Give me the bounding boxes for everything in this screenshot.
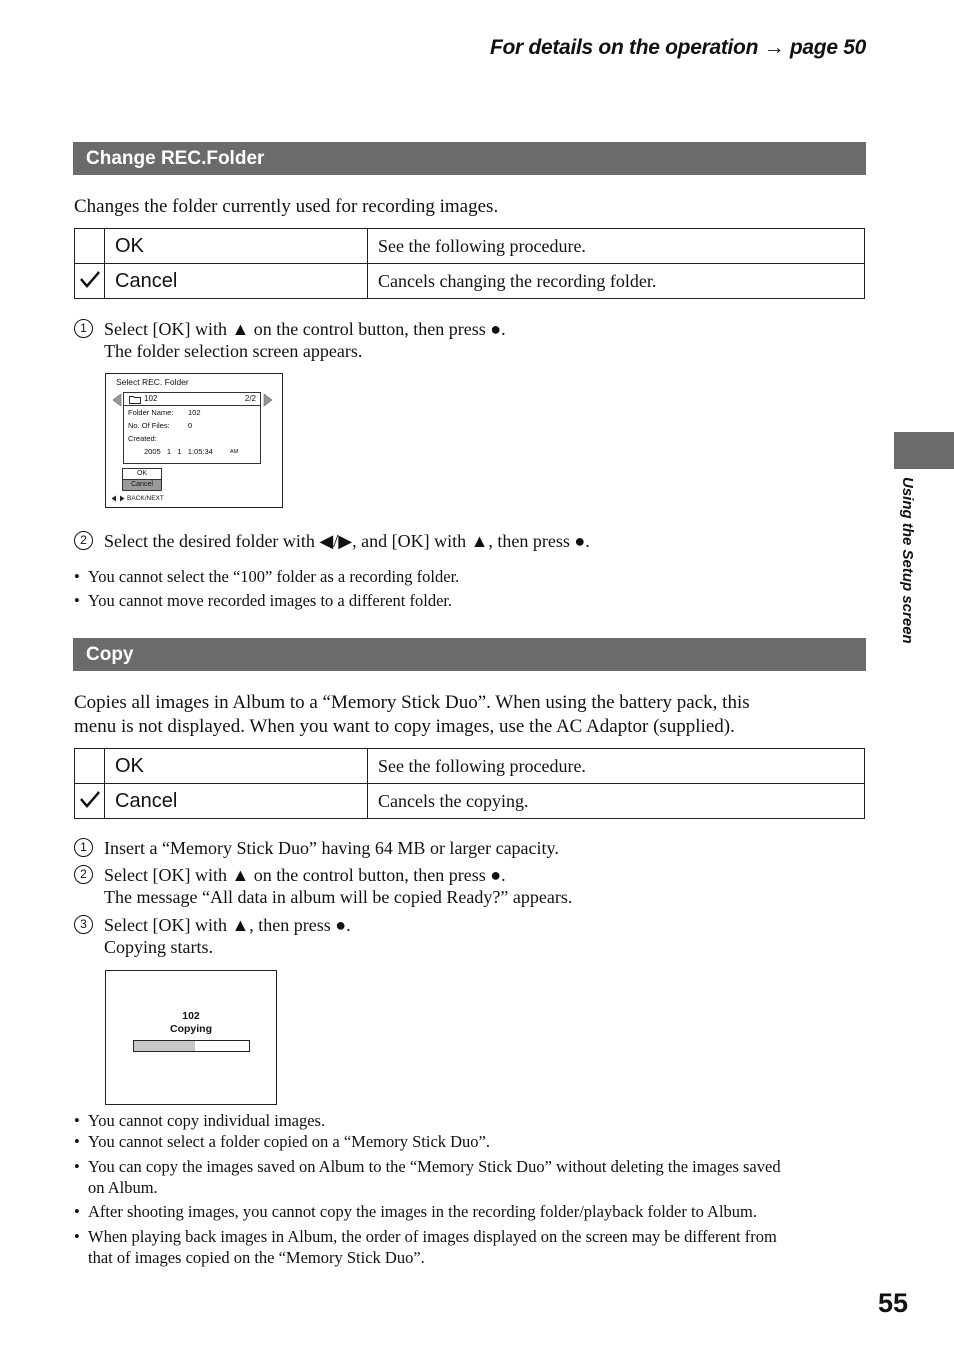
change-folder-intro: Changes the folder currently used for recording images. xyxy=(74,196,499,217)
step-item xyxy=(74,530,590,552)
option-description: See the following procedure. xyxy=(368,749,865,784)
folder-name-value: 102 xyxy=(188,408,201,417)
step-item xyxy=(74,864,572,908)
note-text-continued: that of images copied on the “Memory Stick Duo”. xyxy=(88,1248,425,1267)
left-right-arrows-icon xyxy=(111,495,125,502)
created-label: Created: xyxy=(128,434,157,443)
option-label: OK xyxy=(105,749,368,784)
copy-folder-number: 102 xyxy=(182,1010,200,1022)
option-label: Cancel xyxy=(105,264,368,299)
copy-options-table xyxy=(74,748,865,819)
note-text: You can copy the images saved on Album to the “Memory Stick Duo” without deleting the images saved xyxy=(88,1157,781,1176)
option-label: OK xyxy=(105,229,368,264)
folder-name-label: Folder Name: xyxy=(128,408,174,417)
step-subtext: The folder selection screen appears. xyxy=(104,341,363,361)
copy-progress-bar xyxy=(133,1040,250,1052)
file-count-value: 0 xyxy=(188,421,193,430)
triangle-right-icon xyxy=(263,393,273,407)
checkmark-cell xyxy=(75,784,105,819)
step-item xyxy=(74,837,559,859)
change-folder-options-table xyxy=(74,228,865,299)
note-text: You cannot copy individual images. xyxy=(88,1111,326,1130)
note-text: You cannot select a folder copied on a “Memory Stick Duo”. xyxy=(88,1132,491,1151)
step-text: Select the desired folder with ◀/▶, and [OK] with ▲, then press ●. xyxy=(104,531,590,551)
note-item: • After shooting images, you cannot copy the images in the recording folder/playback folder to Album. xyxy=(74,1201,864,1222)
step-item xyxy=(74,914,351,958)
page-number: 55 xyxy=(878,1288,909,1318)
folder-page-indicator: 2/2 xyxy=(244,394,256,403)
step-number: 2 xyxy=(74,865,93,884)
checkmark-cell xyxy=(75,229,105,264)
screen-nav-hint: BACK/NEXT xyxy=(127,495,164,502)
chapter-label-text: Using the Setup screen xyxy=(899,477,916,644)
note-text: You cannot select the “100” folder as a recording folder. xyxy=(88,567,460,586)
checkmark-icon xyxy=(79,269,101,289)
section-title-copy: Copy xyxy=(73,638,866,671)
created-datetime: 2005 1 1 1:05:34 xyxy=(144,447,213,456)
copy-progress-fill xyxy=(134,1041,195,1051)
chapter-tab xyxy=(894,432,954,469)
step-subtext: Copying starts. xyxy=(104,937,214,957)
step-text: Select [OK] with ▲, then press ●. xyxy=(104,915,351,935)
step-number: 1 xyxy=(74,319,93,338)
created-ampm: AM xyxy=(230,449,239,455)
folder-selection-screen xyxy=(105,373,283,508)
screen-ok-option: OK xyxy=(122,468,162,480)
option-description: Cancels changing the recording folder. xyxy=(368,264,865,299)
folder-number: 102 xyxy=(144,394,158,403)
option-row-cancel xyxy=(75,784,865,819)
step-text: Select [OK] with ▲ on the control button, then press ●. xyxy=(104,319,506,339)
note-text: When playing back images in Album, the order of images displayed on the screen may be different from xyxy=(88,1227,777,1246)
checkmark-icon xyxy=(79,789,101,809)
step-number: 2 xyxy=(74,531,93,550)
note-item: • You cannot move recorded images to a different folder. xyxy=(74,590,864,611)
checkmark-cell xyxy=(75,749,105,784)
page-reference: For details on the operation → page 50 xyxy=(490,36,866,59)
option-description: See the following procedure. xyxy=(368,229,865,264)
folder-icon xyxy=(129,395,141,404)
note-item: • You can copy the images saved on Album to the “Memory Stick Duo” without deleting the images saved on Album. xyxy=(74,1156,864,1198)
checkmark-cell xyxy=(75,264,105,299)
copy-intro-line-1: Copies all images in Album to a “Memory Stick Duo”. When using the battery pack, this xyxy=(74,692,750,713)
note-text: After shooting images, you cannot copy the images in the recording folder/playback folder to Album. xyxy=(88,1202,757,1221)
screen-title: Select REC. Folder xyxy=(116,377,189,387)
step-number: 3 xyxy=(74,915,93,934)
section-title-change-rec-folder: Change REC.Folder xyxy=(73,142,866,175)
note-item: • You cannot select the “100” folder as a recording folder. xyxy=(74,566,864,587)
step-text: Insert a “Memory Stick Duo” having 64 MB or larger capacity. xyxy=(104,838,559,858)
note-item: • You cannot select a folder copied on a “Memory Stick Duo”. xyxy=(74,1131,864,1152)
option-row-ok xyxy=(75,749,865,784)
option-label: Cancel xyxy=(105,784,368,819)
copying-screen xyxy=(105,970,277,1105)
screen-cancel-option: Cancel xyxy=(122,479,162,491)
file-count-label: No. Of Files: xyxy=(128,421,170,430)
folder-info-panel xyxy=(123,392,261,464)
step-subtext: The message “All data in album will be copied Ready?” appears. xyxy=(104,887,573,907)
note-text-continued: on Album. xyxy=(88,1178,158,1197)
note-text: You cannot move recorded images to a different folder. xyxy=(88,591,453,610)
option-row-cancel xyxy=(75,264,865,299)
step-text: Select [OK] with ▲ on the control button, then press ●. xyxy=(104,865,506,885)
copy-intro-line-2: menu is not displayed. When you want to copy images, use the AC Adaptor (supplied). xyxy=(74,716,735,737)
step-item xyxy=(74,318,506,362)
step-number: 1 xyxy=(74,838,93,857)
chapter-label xyxy=(884,477,920,677)
option-description: Cancels the copying. xyxy=(368,784,865,819)
option-row-ok xyxy=(75,229,865,264)
triangle-left-icon xyxy=(112,393,122,407)
copy-status: Copying xyxy=(170,1023,212,1035)
note-item: • You cannot copy individual images. xyxy=(74,1110,864,1131)
note-item: • When playing back images in Album, the order of images displayed on the screen may be different from that of images copied on the “Memory Stick Duo”. xyxy=(74,1226,864,1268)
